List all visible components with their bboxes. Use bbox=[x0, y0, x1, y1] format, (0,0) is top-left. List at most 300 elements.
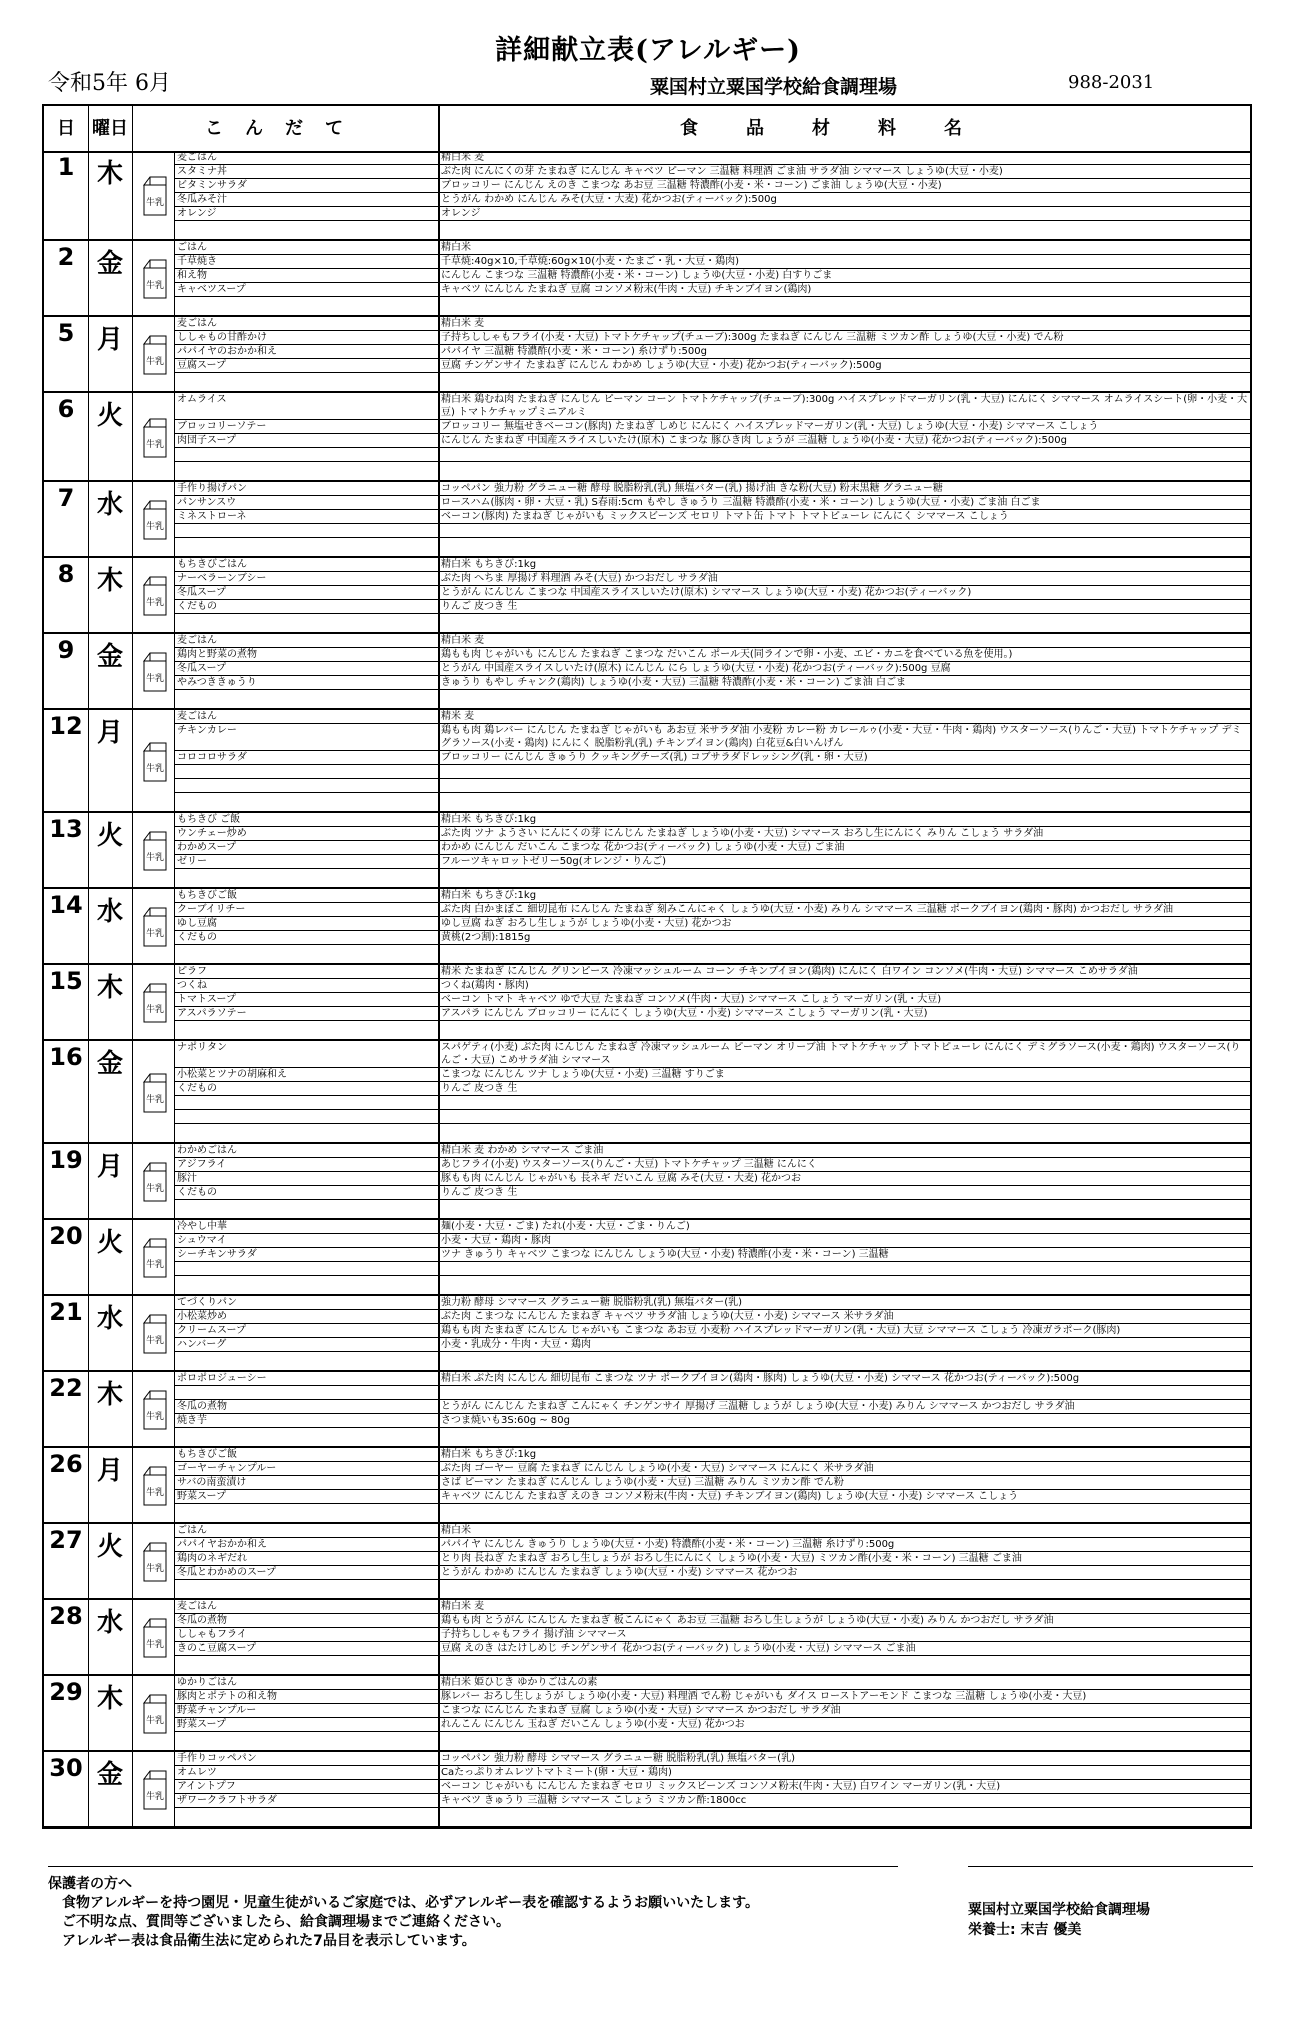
menu-item: もちきびご飯 bbox=[174, 889, 438, 903]
food-ingredients: ぶた肉 ツナ ようさい にんにくの芽 にんじん たまねぎ しょうゆ(小麦・大豆) シママース おろし生にんにく みりん こしょう サラダ油 bbox=[438, 827, 1250, 841]
food-ingredients: 小麦・乳成分・牛肉・大豆・鶏肉 bbox=[438, 1338, 1250, 1352]
food-ingredients: パパイヤ 三温糖 特濃酢(小麦・米・コーン) 糸けずり:500g bbox=[438, 345, 1250, 359]
food-ingredients: りんご 皮つき 生 bbox=[438, 600, 1250, 614]
milk-cell bbox=[134, 558, 175, 632]
weekday: 金 bbox=[88, 241, 133, 315]
milk-carton-icon bbox=[140, 1389, 168, 1429]
day-row bbox=[44, 151, 1250, 241]
food-ingredients: ブロッコリー にんじん えのき こまつな あお豆 三温糖 特濃酢(小麦・米・コーン) ごま油 しょうゆ(大豆・小麦) bbox=[438, 179, 1250, 193]
day-number: 26 bbox=[44, 1448, 89, 1522]
weekday: 水 bbox=[88, 1296, 133, 1370]
day-row bbox=[44, 1296, 1250, 1372]
menu-item: オムライス bbox=[174, 393, 438, 420]
day-row bbox=[44, 1372, 1250, 1448]
menu-item: 手作りコッペパン bbox=[174, 1752, 438, 1766]
food-ingredients: りんご 皮つき 生 bbox=[438, 1082, 1250, 1096]
food-ingredients: ブロッコリー 無塩せきベーコン(豚肉) たまねぎ しめじ にんにく ハイスプレッドマーガリン(乳・大豆) しょうゆ(大豆・小麦) シママース こしょう bbox=[438, 420, 1250, 434]
day-number: 13 bbox=[44, 813, 89, 887]
weekday: 木 bbox=[88, 151, 133, 239]
food-cell bbox=[438, 1220, 1250, 1294]
menu-item: もちきび ご飯 bbox=[174, 813, 438, 827]
milk-carton-icon bbox=[140, 175, 168, 215]
menu-item: 千草焼き bbox=[174, 255, 438, 269]
weekday: 木 bbox=[88, 1372, 133, 1446]
food-ingredients: キャベツ にんじん たまねぎ えのき コンソメ粉末(牛肉・大豆) チキンブイヨン(鶏肉) しょうゆ(大豆・小麦) シママース こしょう bbox=[438, 1490, 1250, 1504]
food-ingredients: こまつな にんじん たまねぎ 豆腐 しょうゆ(小麦・大豆) シママース かつおだし サラダ油 bbox=[438, 1704, 1250, 1718]
table-header bbox=[44, 106, 1250, 153]
food-cell bbox=[438, 393, 1250, 480]
milk-cell bbox=[134, 1041, 175, 1142]
food-ingredients: 精白米 麦 bbox=[438, 634, 1250, 648]
menu-item: 鶏肉のネギだれ bbox=[174, 1552, 438, 1566]
day-number: 12 bbox=[44, 710, 89, 811]
menu-item: アスパラソテー bbox=[174, 1007, 438, 1021]
food-cell bbox=[438, 1296, 1250, 1370]
food-ingredients: 子持ちししゃもフライ 揚げ油 シママース bbox=[438, 1628, 1250, 1642]
menu-cell bbox=[174, 1041, 440, 1142]
menu-cell bbox=[174, 1448, 440, 1522]
menu-item: アジフライ bbox=[174, 1158, 438, 1172]
menu-item: ハンバーグ bbox=[174, 1338, 438, 1352]
food-ingredients bbox=[438, 765, 1250, 779]
day-row bbox=[44, 889, 1250, 965]
milk-cell bbox=[134, 1296, 175, 1370]
day-number: 14 bbox=[44, 889, 89, 963]
day-number: 5 bbox=[44, 317, 89, 391]
weekday: 火 bbox=[88, 393, 133, 480]
food-cell bbox=[438, 151, 1250, 239]
menu-item: 麦ごはん bbox=[174, 710, 438, 724]
menu-item: きのこ豆腐スープ bbox=[174, 1642, 438, 1656]
header-weekday: 曜日 bbox=[88, 106, 133, 151]
page-title: 詳細献立表(アレルギー) bbox=[495, 35, 801, 66]
menu-item: ポロポロジューシー bbox=[174, 1372, 438, 1386]
menu-item: ミネストローネ bbox=[174, 510, 438, 524]
menu-cell bbox=[174, 1752, 440, 1826]
notice-line: 食物アレルギーを持つ園児・児童生徒がいるご家庭では、必ずアレルギー表を確認するようお願いいたします。 bbox=[62, 1895, 760, 1911]
food-ingredients: アスパラ にんじん ブロッコリー にんにく しょうゆ(大豆・小麦) シママース こしょう マーガリン(乳・大豆) bbox=[438, 1007, 1250, 1021]
food-ingredients: 千草焼:40g×10,千草焼:60g×10(小麦・たまご・乳・大豆・鶏肉) bbox=[438, 255, 1250, 269]
menu-item: 麦ごはん bbox=[174, 634, 438, 648]
menu-item: 肉団子スープ bbox=[174, 434, 438, 448]
food-ingredients: 鶏もも肉 とうがん にんじん たまねぎ 板こんにゃく あお豆 三温糖 おろし生しょうが しょうゆ(大豆・小麦) みりん かつおだし サラダ油 bbox=[438, 1614, 1250, 1628]
menu-item: 豆腐スープ bbox=[174, 359, 438, 373]
food-ingredients: 豚レバー おろし生しょうが しょうゆ(小麦・大豆) 料理酒 でん粉 じゃがいも ダイス ローストアーモンド こまつな 三温糖 しょうゆ(小麦・大豆) bbox=[438, 1690, 1250, 1704]
milk-cell bbox=[134, 241, 175, 315]
food-cell bbox=[438, 1676, 1250, 1750]
day-row bbox=[44, 558, 1250, 634]
food-ingredients: とうがん 中国産スライスしいたけ(原木) にんじん にら しょうゆ(大豆・小麦) 花かつお(ティーバック):500g 豆腐 bbox=[438, 662, 1250, 676]
milk-carton-icon bbox=[140, 1161, 168, 1201]
milk-label: 牛乳 bbox=[145, 1716, 164, 1726]
food-ingredients: 鶏もも肉 じゃがいも にんじん たまねぎ こまつな だいこん ポール天(同ラインで卵・小麦、エビ・カニを食べている魚を使用。) bbox=[438, 648, 1250, 662]
food-cell bbox=[438, 317, 1250, 391]
food-ingredients: さば ピーマン たまねぎ にんじん しょうゆ(小麦・大豆) 三温糖 みりん ミツカン酢 でん粉 bbox=[438, 1476, 1250, 1490]
milk-label: 牛乳 bbox=[145, 1260, 164, 1270]
day-number: 19 bbox=[44, 1144, 89, 1218]
day-number: 15 bbox=[44, 965, 89, 1039]
signer-name: 栄養士: 末吉 優美 bbox=[968, 1922, 1082, 1938]
milk-cell bbox=[134, 965, 175, 1039]
milk-cell bbox=[134, 1524, 175, 1598]
milk-carton-icon bbox=[140, 1541, 168, 1581]
food-ingredients: 精白米 麦 bbox=[438, 151, 1250, 165]
milk-cell bbox=[134, 1220, 175, 1294]
menu-item: もちきびご飯 bbox=[174, 1448, 438, 1462]
day-number: 8 bbox=[44, 558, 89, 632]
food-ingredients: にんじん こまつな 三温糖 特濃酢(小麦・米・コーン) しょうゆ(大豆・小麦) 白すりごま bbox=[438, 269, 1250, 283]
food-ingredients: 強力粉 酵母 シママース グラニュー糖 脱脂粉乳(乳) 無塩バター(乳) bbox=[438, 1296, 1250, 1310]
milk-carton-icon bbox=[140, 830, 168, 870]
milk-label: 牛乳 bbox=[145, 1488, 164, 1498]
food-ingredients: 精白米 麦 わかめ シママース ごま油 bbox=[438, 1144, 1250, 1158]
milk-carton-icon bbox=[140, 1313, 168, 1353]
menu-item: 麦ごはん bbox=[174, 317, 438, 331]
food-ingredients: コッペパン 強力粉 酵母 シママース グラニュー糖 脱脂粉乳(乳) 無塩バター(乳) bbox=[438, 1752, 1250, 1766]
day-number: 7 bbox=[44, 482, 89, 556]
day-row bbox=[44, 1676, 1250, 1752]
menu-item: 冬瓜スープ bbox=[174, 662, 438, 676]
milk-label: 牛乳 bbox=[145, 674, 164, 684]
menu-item: オムレツ bbox=[174, 1766, 438, 1780]
menu-item: 冬瓜スープ bbox=[174, 586, 438, 600]
menu-item bbox=[174, 1262, 438, 1276]
day-number: 27 bbox=[44, 1524, 89, 1598]
milk-carton-icon bbox=[140, 1617, 168, 1657]
milk-label: 牛乳 bbox=[145, 853, 164, 863]
menu-cell bbox=[174, 1296, 440, 1370]
food-ingredients: とうがん にんじん こまつな 中国産スライスしいたけ(原木) シママース しょうゆ(大豆・小麦) 花かつお(ティーバック) bbox=[438, 586, 1250, 600]
menu-item: スタミナ丼 bbox=[174, 165, 438, 179]
food-cell bbox=[438, 482, 1250, 556]
food-cell bbox=[438, 1448, 1250, 1522]
notice-block bbox=[48, 1875, 759, 1951]
menu-item: 野菜チャンプルー bbox=[174, 1704, 438, 1718]
weekday: 水 bbox=[88, 482, 133, 556]
food-ingredients: つくね(鶏肉・豚肉) bbox=[438, 979, 1250, 993]
menu-item: ウンチェー炒め bbox=[174, 827, 438, 841]
menu-item: パンサンスウ bbox=[174, 496, 438, 510]
menu-item: 野菜スープ bbox=[174, 1490, 438, 1504]
day-row bbox=[44, 317, 1250, 393]
food-ingredients: ベーコン トマト キャベツ ゆで大豆 たまねぎ コンソメ(牛肉・大豆) シママース こしょう マーガリン(乳・大豆) bbox=[438, 993, 1250, 1007]
weekday: 木 bbox=[88, 1676, 133, 1750]
milk-carton-icon bbox=[140, 258, 168, 298]
weekday: 水 bbox=[88, 889, 133, 963]
menu-item: ごはん bbox=[174, 1524, 438, 1538]
milk-label: 牛乳 bbox=[145, 1640, 164, 1650]
food-ingredients: とり肉 長ねぎ たまねぎ おろし生しょうが おろし生にんにく しょうゆ(小麦・大豆) ミツカン酢(小麦・米・コーン) 三温糖 ごま油 bbox=[438, 1552, 1250, 1566]
menu-item: くだもの bbox=[174, 931, 438, 945]
food-ingredients: 精白米 麦 bbox=[438, 1600, 1250, 1614]
footer-divider-right bbox=[968, 1866, 1253, 1867]
milk-carton-icon bbox=[140, 741, 168, 781]
menu-cell bbox=[174, 317, 440, 391]
menu-item: わかめごはん bbox=[174, 1144, 438, 1158]
food-cell bbox=[438, 1752, 1250, 1826]
weekday: 金 bbox=[88, 634, 133, 708]
day-number: 6 bbox=[44, 393, 89, 480]
food-ingredients: 精白米 もちきび:1kg bbox=[438, 889, 1250, 903]
signature-block bbox=[968, 1900, 1150, 1940]
milk-carton-icon bbox=[140, 1072, 168, 1112]
day-row bbox=[44, 710, 1250, 813]
milk-cell bbox=[134, 634, 175, 708]
food-ingredients: 精白米 ぶた肉 にんじん 細切昆布 こまつな ツナ ポークブイヨン(鶏肉・豚肉) しょうゆ(大豆・小麦) シママース 花かつお(ティーバック):500g bbox=[438, 1372, 1250, 1386]
menu-item: くだもの bbox=[174, 1186, 438, 1200]
food-ingredients: ぶた肉 にんにくの芽 たまねぎ にんじん キャベツ ピーマン 三温糖 料理酒 ごま油 サラダ油 シママース しょうゆ(大豆・小麦) bbox=[438, 165, 1250, 179]
menu-item: アイントプフ bbox=[174, 1780, 438, 1794]
milk-carton-icon bbox=[140, 1693, 168, 1733]
milk-carton-icon bbox=[140, 575, 168, 615]
day-row bbox=[44, 241, 1250, 317]
food-ingredients: とうがん わかめ にんじん みそ(大豆・大麦) 花かつお(ティーバック):500g bbox=[438, 193, 1250, 207]
menu-item: ごはん bbox=[174, 241, 438, 255]
milk-cell bbox=[134, 393, 175, 480]
food-ingredients: パパイヤ にんじん きゅうり しょうゆ(大豆・小麦) 特濃酢(小麦・米・コーン) 三温糖 糸けずり:500g bbox=[438, 1538, 1250, 1552]
day-row bbox=[44, 1600, 1250, 1676]
food-ingredients: きゅうり もやし チャンク(鶏肉) しょうゆ(小麦・大豆) 三温糖 特濃酢(小麦・米・コーン) ごま油 白ごま bbox=[438, 676, 1250, 690]
milk-cell bbox=[134, 1752, 175, 1826]
day-row bbox=[44, 1041, 1250, 1144]
header-food: 食品材料名 bbox=[680, 118, 1010, 139]
food-ingredients: 麺(小麦・大豆・ごま) たれ(小麦・大豆・ごま・りんご) bbox=[438, 1220, 1250, 1234]
food-ingredients: とうがん にんじん たまねぎ こんにゃく チンゲンサイ 厚揚げ 三温糖 しょうが しょうゆ(大豆・小麦) みりん シママース かつおだし サラダ油 bbox=[438, 1400, 1250, 1414]
food-ingredients: 豆腐 えのき はたけしめじ チンゲンサイ 花かつお(ティーバック) しょうゆ(小麦・大豆) シママース ごま油 bbox=[438, 1642, 1250, 1656]
menu-item: 冬瓜みそ汁 bbox=[174, 193, 438, 207]
milk-cell bbox=[134, 317, 175, 391]
food-ingredients: ぶた肉 白かまぼこ 細切昆布 にんじん たまねぎ 刻みこんにゃく しょうゆ(大豆・小麦) みりん シママース 三温糖 ポークブイヨン(鶏肉・豚肉) かつおだし サラダ油 bbox=[438, 903, 1250, 917]
food-ingredients: あじフライ(小麦) ウスターソース(りんご・大豆) トマトケチャップ 三温糖 にんにく bbox=[438, 1158, 1250, 1172]
weekday: 月 bbox=[88, 317, 133, 391]
notice-line: ご不明な点、質問等ございましたら、給食調理場までご連絡ください。 bbox=[62, 1914, 510, 1930]
food-ingredients bbox=[438, 1096, 1250, 1110]
weekday: 金 bbox=[88, 1752, 133, 1826]
milk-carton-icon bbox=[140, 1769, 168, 1809]
menu-item bbox=[174, 1096, 438, 1110]
day-row bbox=[44, 1220, 1250, 1296]
day-row bbox=[44, 1448, 1250, 1524]
menu-item: ビタミンサラダ bbox=[174, 179, 438, 193]
menu-item: 麦ごはん bbox=[174, 1600, 438, 1614]
food-ingredients: キャベツ きゅうり 三温糖 シママース こしょう ミツカン酢:1800cc bbox=[438, 1794, 1250, 1808]
notice-title: 保護者の方へ bbox=[48, 1876, 132, 1892]
menu-item: 豚肉とポテトの和え物 bbox=[174, 1690, 438, 1704]
menu-item: パパイヤおかか和え bbox=[174, 1538, 438, 1552]
food-ingredients: ベーコン じゃがいも にんじん たまねぎ セロリ ミックスビーンズ コンソメ粉末(牛肉・大豆) 白ワイン マーガリン(乳・大豆) bbox=[438, 1780, 1250, 1794]
food-ingredients bbox=[438, 448, 1250, 462]
menu-item: ゴーヤーチャンプルー bbox=[174, 1462, 438, 1476]
notice-line: アレルギー表は食品衛生法に定められた7品目を表示しています。 bbox=[62, 1933, 476, 1949]
menu-cell bbox=[174, 1524, 440, 1598]
food-ingredients bbox=[438, 1110, 1250, 1124]
food-ingredients: コッペパン 強力粉 グラニュー糖 酵母 脱脂粉乳(乳) 無塩バター(乳) 揚げ油 きな粉(大豆) 粉末黒糖 グラニュー糖 bbox=[438, 482, 1250, 496]
signer-organization: 粟国村立粟国学校給食調理場 bbox=[968, 1902, 1150, 1918]
footer-divider bbox=[48, 1866, 898, 1867]
menu-cell bbox=[174, 1372, 440, 1446]
menu-cell bbox=[174, 393, 440, 480]
food-ingredients: 精米 麦 bbox=[438, 710, 1250, 724]
food-cell bbox=[438, 889, 1250, 963]
food-cell bbox=[438, 558, 1250, 632]
food-ingredients: ぶた肉 こまつな にんじん たまねぎ キャベツ サラダ油 しょうゆ(大豆・小麦) シママース 米サラダ油 bbox=[438, 1310, 1250, 1324]
food-cell bbox=[438, 1524, 1250, 1598]
milk-carton-icon bbox=[140, 334, 168, 374]
menu-item: ザワークラフトサラダ bbox=[174, 1794, 438, 1808]
day-row bbox=[44, 393, 1250, 482]
menu-cell bbox=[174, 1676, 440, 1750]
food-ingredients: りんご 皮つき 生 bbox=[438, 1186, 1250, 1200]
menu-item: 小松菜炒め bbox=[174, 1310, 438, 1324]
menu-item: 豚汁 bbox=[174, 1172, 438, 1186]
food-ingredients bbox=[438, 1262, 1250, 1276]
menu-cell bbox=[174, 1600, 440, 1674]
menu-item bbox=[174, 765, 438, 779]
menu-item: ナーベラーンブシー bbox=[174, 572, 438, 586]
menu-item: もちきびごはん bbox=[174, 558, 438, 572]
menu-item: ピラフ bbox=[174, 965, 438, 979]
food-ingredients: とうがん わかめ にんじん たまねぎ しょうゆ(大豆・小麦) シママース 花かつお bbox=[438, 1566, 1250, 1580]
milk-label: 牛乳 bbox=[145, 1095, 164, 1105]
milk-carton-icon bbox=[140, 906, 168, 946]
milk-label: 牛乳 bbox=[145, 764, 164, 774]
header-day: 日 bbox=[44, 106, 89, 151]
food-ingredients: ぶた肉 ゴーヤー 豆腐 たまねぎ にんじん しょうゆ(小麦・大豆) シママース にんにく 米サラダ油 bbox=[438, 1462, 1250, 1476]
food-ingredients: スパゲティ(小麦) ぶた肉 にんじん たまねぎ 冷凍マッシュルーム ピーマン オリーブ油 トマトケチャップ トマトピューレ にんにく デミグラソース(小麦・鶏肉) ウスターソース(りんご・大豆) こめサラダ油 シママース bbox=[438, 1041, 1250, 1068]
menu-cell bbox=[174, 813, 440, 887]
day-row bbox=[44, 1752, 1250, 1828]
food-cell bbox=[438, 710, 1250, 811]
food-ingredients: ロースハム(豚肉・卵・大豆・乳) S春雨:5cm もやし きゅうり 三温糖 特濃酢(小麦・米・コーン) しょうゆ(大豆・小麦) ごま油 白ごま bbox=[438, 496, 1250, 510]
milk-label: 牛乳 bbox=[145, 1564, 164, 1574]
menu-item: 鶏肉と野菜の煮物 bbox=[174, 648, 438, 662]
day-row bbox=[44, 482, 1250, 558]
food-ingredients: 精米 たまねぎ にんじん グリンピース 冷凍マッシュルーム コーン チキンブイヨン(鶏肉) にんにく 白ワイン コンソメ(牛肉・大豆) シママース こめサラダ油 bbox=[438, 965, 1250, 979]
menu-cell bbox=[174, 482, 440, 556]
milk-cell bbox=[134, 813, 175, 887]
table-body bbox=[44, 151, 1250, 1828]
food-ingredients: ツナ きゅうり キャベツ こまつな にんじん しょうゆ(大豆・小麦) 特濃酢(小麦・米・コーン) 三温糖 bbox=[438, 1248, 1250, 1262]
menu-table bbox=[42, 104, 1252, 1829]
day-number: 28 bbox=[44, 1600, 89, 1674]
header-menu: こんだて bbox=[132, 106, 440, 151]
day-row bbox=[44, 1144, 1250, 1220]
milk-cell bbox=[134, 1600, 175, 1674]
food-ingredients bbox=[438, 524, 1250, 538]
day-number: 22 bbox=[44, 1372, 89, 1446]
food-ingredients: 鶏もも肉 鶏レバー にんじん たまねぎ じゃがいも あお豆 米サラダ油 小麦粉 カレー粉 カレールゥ(小麦・大豆・牛肉・鶏肉) ウスターソース(りんご・大豆) トマトケチャップ デミグラソース(小麦・鶏肉) にんにく 脱脂粉乳(乳) チキンブイヨン(鶏肉) 白花豆&白いんげん bbox=[438, 724, 1250, 751]
milk-label: 牛乳 bbox=[145, 198, 164, 208]
food-cell bbox=[438, 965, 1250, 1039]
menu-item: 小松菜とツナの胡麻和え bbox=[174, 1068, 438, 1082]
milk-label: 牛乳 bbox=[145, 598, 164, 608]
menu-item: シーチキンサラダ bbox=[174, 1248, 438, 1262]
milk-label: 牛乳 bbox=[145, 1412, 164, 1422]
weekday: 火 bbox=[88, 1524, 133, 1598]
menu-item: ししゃもフライ bbox=[174, 1628, 438, 1642]
menu-item: てづくりパン bbox=[174, 1296, 438, 1310]
menu-cell bbox=[174, 889, 440, 963]
food-ingredients: れんこん にんじん 玉ねぎ だいこん しょうゆ(小麦・大豆) 花かつお bbox=[438, 1718, 1250, 1732]
menu-item: トマトスープ bbox=[174, 993, 438, 1007]
menu-item bbox=[174, 779, 438, 793]
weekday: 水 bbox=[88, 1600, 133, 1674]
menu-cell bbox=[174, 558, 440, 632]
menu-item bbox=[174, 1110, 438, 1124]
food-cell bbox=[438, 1372, 1250, 1446]
food-cell bbox=[438, 634, 1250, 708]
food-ingredients: 豚もも肉 にんじん じゃがいも 長ネギ だいこん 豆腐 みそ(大豆・大麦) 花かつお bbox=[438, 1172, 1250, 1186]
food-ingredients: さつま焼いも3S:60g ~ 80g bbox=[438, 1414, 1250, 1428]
weekday: 木 bbox=[88, 965, 133, 1039]
menu-cell bbox=[174, 710, 440, 811]
food-ingredients bbox=[438, 1386, 1250, 1400]
day-row bbox=[44, 813, 1250, 889]
milk-cell bbox=[134, 1676, 175, 1750]
menu-cell bbox=[174, 151, 440, 239]
menu-item: ゆし豆腐 bbox=[174, 917, 438, 931]
milk-label: 牛乳 bbox=[145, 281, 164, 291]
menu-item: つくね bbox=[174, 979, 438, 993]
food-ingredients: わかめ にんじん だいこん こまつな 花かつお(ティーバック) しょうゆ(小麦・大豆) ごま油 bbox=[438, 841, 1250, 855]
food-cell bbox=[438, 813, 1250, 887]
food-ingredients: 精白米 麦 bbox=[438, 317, 1250, 331]
food-ingredients: ブロッコリー にんじん きゅうり クッキングチーズ(乳) コブサラダドレッシング(乳・卵・大豆) bbox=[438, 751, 1250, 765]
food-ingredients: 精白米 もちきび:1kg bbox=[438, 558, 1250, 572]
menu-cell bbox=[174, 241, 440, 315]
milk-cell bbox=[134, 1448, 175, 1522]
food-ingredients: 精白米 もちきび:1kg bbox=[438, 813, 1250, 827]
weekday: 金 bbox=[88, 1041, 133, 1142]
menu-item: 焼き芋 bbox=[174, 1414, 438, 1428]
weekday: 月 bbox=[88, 1144, 133, 1218]
menu-item bbox=[174, 524, 438, 538]
weekday: 月 bbox=[88, 710, 133, 811]
era-label: 令和5年 6月 bbox=[48, 71, 171, 96]
milk-label: 牛乳 bbox=[145, 440, 164, 450]
food-ingredients: ベーコン(豚肉) たまねぎ じゃがいも ミックスビーンズ セロリ トマト缶 トマト トマトピューレ にんにく シママース こしょう bbox=[438, 510, 1250, 524]
organization-label: 粟国村立粟国学校給食調理場 bbox=[650, 76, 898, 98]
food-ingredients: Caたっぷりオムレツトマトミート(卵・大豆・鶏肉) bbox=[438, 1766, 1250, 1780]
milk-carton-icon bbox=[140, 651, 168, 691]
food-ingredients: 精白米 bbox=[438, 241, 1250, 255]
weekday: 月 bbox=[88, 1448, 133, 1522]
phone-number: 988-2031 bbox=[1068, 72, 1155, 93]
day-number: 20 bbox=[44, 1220, 89, 1294]
menu-item: ゼリー bbox=[174, 855, 438, 869]
menu-item: 麦ごはん bbox=[174, 151, 438, 165]
day-number: 2 bbox=[44, 241, 89, 315]
milk-cell bbox=[134, 482, 175, 556]
weekday: 火 bbox=[88, 813, 133, 887]
menu-item: クリームスープ bbox=[174, 1324, 438, 1338]
milk-label: 牛乳 bbox=[145, 522, 164, 532]
menu-item: キャベツスープ bbox=[174, 283, 438, 297]
menu-item: オレンジ bbox=[174, 207, 438, 221]
food-ingredients: 豆腐 チンゲンサイ たまねぎ にんじん わかめ しょうゆ(大豆・小麦) 花かつお(ティーバック):500g bbox=[438, 359, 1250, 373]
food-ingredients: 精白米 もちきび:1kg bbox=[438, 1448, 1250, 1462]
menu-item: 冬瓜の煮物 bbox=[174, 1614, 438, 1628]
milk-cell bbox=[134, 1144, 175, 1218]
food-ingredients: ゆし豆腐 ねぎ おろし生しょうが しょうゆ(小麦・大豆) 花かつお bbox=[438, 917, 1250, 931]
menu-item: 野菜スープ bbox=[174, 1718, 438, 1732]
milk-label: 牛乳 bbox=[145, 929, 164, 939]
food-cell bbox=[438, 241, 1250, 315]
menu-item: 冬瓜の煮物 bbox=[174, 1400, 438, 1414]
menu-item: ブロッコリーソテー bbox=[174, 420, 438, 434]
menu-item: わかめスープ bbox=[174, 841, 438, 855]
milk-label: 牛乳 bbox=[145, 1005, 164, 1015]
